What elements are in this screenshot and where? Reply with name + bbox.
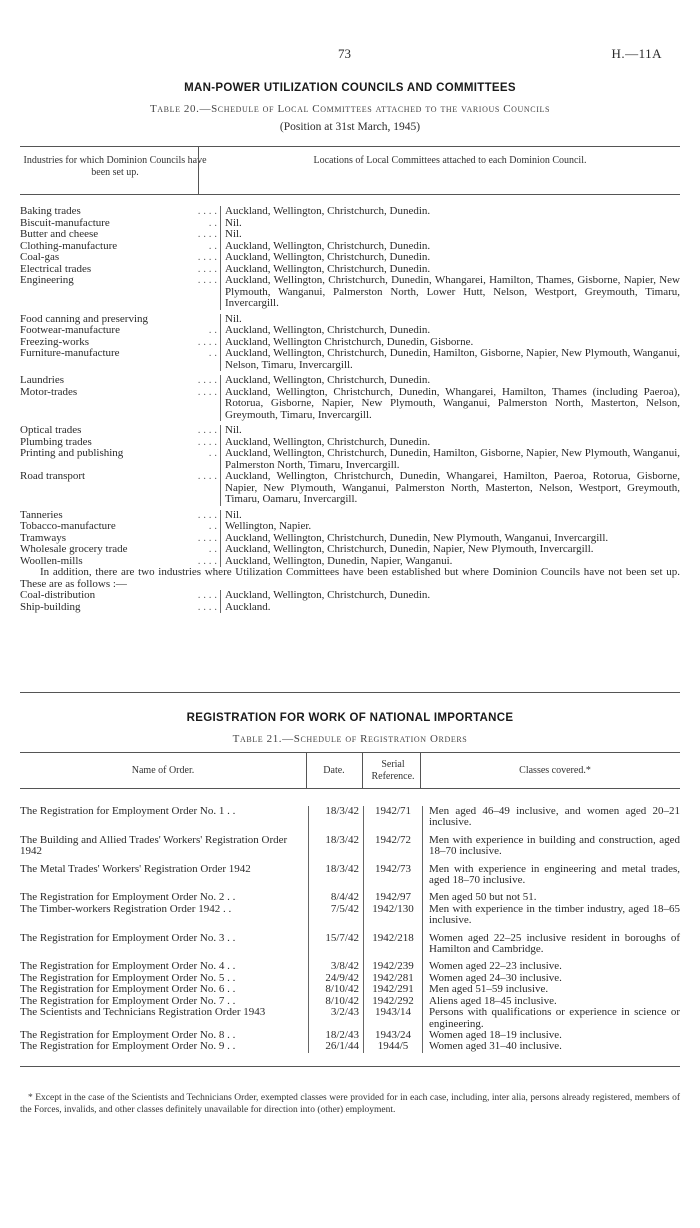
leader-dots: . . . . — [197, 336, 217, 348]
leader-dots: . . . . — [197, 509, 217, 521]
leader-dots: . . . . — [197, 252, 217, 263]
leader-dots: . . . . — [197, 471, 217, 482]
leader-dots: . . . . — [197, 263, 217, 275]
order-date: 7/5/42 — [308, 904, 364, 927]
leader-dots: . . — [208, 240, 217, 252]
locations-cell: Nil. — [220, 229, 680, 241]
order-classes: Women aged 18–19 inclusive. — [429, 1028, 562, 1041]
order-name: The Registration for Employment Order No. 6 . . — [20, 983, 236, 996]
leader-dots: . . . . — [197, 590, 217, 601]
leader-dots: . . . . — [197, 436, 217, 448]
document-reference: H.—11A — [611, 46, 662, 61]
industry-name: Laundries — [20, 375, 64, 386]
order-name: The Timber-workers Registration Order 1942 . . — [20, 902, 232, 915]
leader-dots: . . . . — [197, 375, 217, 386]
industry-cell — [20, 425, 220, 437]
order-date: 18/3/42 — [308, 806, 364, 829]
order-classes: Men with experience in engineering and metal trades, aged 18–70 inclusive. — [429, 862, 680, 887]
table-row — [20, 984, 680, 995]
industry-name: Woollen-mills — [20, 555, 83, 567]
industry-cell — [20, 602, 220, 614]
order-classes: Persons with qualifications or experience in science or engineering. — [429, 1006, 680, 1030]
industry-cell — [20, 544, 220, 556]
table20-header-divider — [198, 146, 199, 194]
table21-header-divider-2 — [362, 752, 363, 788]
table-row — [20, 471, 680, 506]
order-classes: Aliens aged 18–45 inclusive. — [429, 994, 557, 1007]
leader-dots: . . — [208, 448, 217, 459]
industry-cell — [20, 325, 220, 337]
table20-bottom-rule — [20, 692, 680, 693]
table-row — [20, 864, 680, 887]
table-row — [20, 1007, 680, 1030]
locations-cell: Nil. — [220, 425, 680, 437]
locations-cell: Nil. — [220, 314, 680, 326]
table-row — [20, 348, 680, 371]
order-serial: 1942/71 — [364, 806, 423, 829]
order-classes: Men aged 46–49 inclusive, and women aged 20–21 inclusive. — [429, 805, 680, 829]
order-date: 15/7/42 — [308, 933, 364, 956]
leader-dots: . . — [208, 544, 217, 555]
leader-dots: . . — [208, 348, 217, 359]
industry-name: Furniture-manufacture — [20, 348, 120, 359]
locations-cell: Auckland, Wellington, Christchurch, Dunedin, Whangarei, Hamilton, Thames, Gisborne, Napier, New Plymouth, Wanganui, Palmerston North, Lower Hutt, Nelson, Westport, Greymouth, Timaru, Invercargill. — [220, 275, 680, 310]
addition-note: In addition, there are two industries where Utilization Committees have been established but where Dominion Councils have not been set up. These are as follows :— — [20, 566, 680, 590]
order-classes: Women aged 22–23 inclusive. — [429, 960, 562, 973]
leader-dots: . . . . — [197, 425, 217, 436]
industry-cell — [20, 206, 220, 218]
table21-header-serial: Serial Reference. — [371, 759, 415, 782]
order-name: The Metal Trades' Workers' Registration Order 1942 — [20, 862, 251, 875]
industry-name: Clothing-manufacture — [20, 240, 118, 252]
locations-cell: Auckland, Wellington, Christchurch, Dunedin. — [220, 375, 680, 387]
industry-name: Food canning and preserving — [20, 313, 148, 325]
industry-cell — [20, 533, 220, 545]
locations-cell: Auckland, Wellington, Christchurch, Dunedin. — [220, 264, 680, 276]
order-date: 8/10/42 — [308, 984, 364, 995]
industry-cell — [20, 275, 220, 310]
order-classes: Men with experience in building and construction, aged 18–70 inclusive. — [429, 833, 680, 858]
order-date: 3/8/42 — [308, 961, 364, 972]
table-row — [20, 835, 680, 858]
industry-name: Ship-building — [20, 601, 81, 613]
order-serial: 1942/292 — [364, 996, 423, 1007]
locations-cell: Auckland, Wellington, Dunedin, Napier, Wanganui. — [220, 556, 680, 568]
table-row — [20, 510, 680, 522]
locations-cell: Auckland, Wellington, Christchurch, Dunedin, Napier, New Plymouth, Invercargill. — [220, 544, 680, 556]
order-serial: 1943/14 — [364, 1007, 423, 1030]
table-row — [20, 387, 680, 422]
locations-cell: Auckland, Wellington, Christchurch, Dunedin. — [220, 252, 680, 264]
leader-dots: . . . . — [197, 555, 217, 567]
table20-subcaption: (Position at 31st March, 1945) — [279, 121, 421, 133]
order-name: The Registration for Employment Order No. 7 . . — [20, 994, 236, 1007]
order-name: The Registration for Employment Order No. 4 . . — [20, 960, 236, 973]
table-row — [20, 206, 680, 218]
table21-header-divider-1 — [306, 752, 307, 788]
industry-cell — [20, 437, 220, 449]
order-serial: 1944/5 — [364, 1041, 423, 1052]
locations-cell: Wellington, Napier. — [220, 521, 680, 533]
industry-name: Tramways — [20, 532, 67, 544]
table-row — [20, 252, 680, 264]
leader-dots: . . — [208, 521, 217, 532]
locations-cell: Auckland, Wellington, Christchurch, Dunedin. — [220, 325, 680, 337]
industry-cell — [20, 337, 220, 349]
order-serial: 1942/97 — [364, 892, 423, 903]
order-date: 26/1/44 — [308, 1041, 364, 1052]
section1-title: MAN-POWER UTILIZATION COUNCILS AND COMMITTEES — [184, 82, 516, 94]
order-name: The Registration for Employment Order No. 2 . . — [20, 891, 236, 904]
industry-name: Tanneries — [20, 509, 63, 521]
table20 — [20, 206, 680, 613]
industry-name: Optical trades — [20, 425, 82, 436]
order-serial: 1942/291 — [364, 984, 423, 995]
table-row — [20, 375, 680, 387]
order-name: The Registration for Employment Order No. 3 . . — [20, 931, 236, 944]
table21-caption: Table 21.—Schedule of Registration Orders — [232, 733, 468, 745]
section2-title: REGISTRATION FOR WORK OF NATIONAL IMPORTANCE — [186, 712, 514, 724]
table20-caption: Table 20.—Schedule of Local Committees attached to the various Councils — [149, 103, 551, 115]
industry-cell — [20, 387, 220, 422]
locations-cell: Auckland, Wellington, Christchurch, Dunedin, Whangarei, Hamilton, Thames (including Paeroa), Rotorua, Gisborne, Napier, New Plymouth, Wanganui, Palmerston North, Masterton, Nelson, Greymouth, Timaru, Invercargill. — [220, 387, 680, 422]
leader-dots: . . — [208, 217, 217, 229]
industry-cell — [20, 375, 220, 387]
table-row — [20, 904, 680, 927]
order-classes: Men aged 50 but not 51. — [429, 891, 537, 904]
order-date: 18/2/43 — [308, 1030, 364, 1041]
table21-header-classes: Classes covered.* — [519, 765, 591, 776]
locations-cell: Auckland, Wellington, Christchurch, Dunedin, Whangarei, Hamilton, Paeroa, Rotorua, Gisborne, Napier, New Plymouth, Wanganui, Palmerston North, Masterton, Nelson, Westport, Greymouth, Timaru, Oamaru, Invercargill. — [220, 471, 680, 506]
order-serial: 1942/218 — [364, 933, 423, 956]
leader-dots: . . — [208, 325, 217, 336]
industry-name: Footwear-manufacture — [20, 325, 120, 336]
order-name: The Registration for Employment Order No. 9 . . — [20, 1040, 236, 1053]
table21-header-divider-3 — [420, 752, 421, 788]
industry-name: Wholesale grocery trade — [20, 544, 128, 555]
order-name: The Registration for Employment Order No. 8 . . — [20, 1028, 236, 1041]
table21-header-rule — [20, 788, 680, 789]
table21-header-date: Date. — [323, 765, 345, 776]
locations-cell: Auckland. — [220, 602, 680, 614]
table21-header-name: Name of Order. — [131, 765, 195, 776]
industry-name: Biscuit-manufacture — [20, 217, 110, 229]
locations-cell: Auckland, Wellington, Christchurch, Dunedin, Hamilton, Gisborne, Napier, New Plymouth, Wanganui, Nelson, Timaru, Invercargill. — [220, 348, 680, 371]
leader-dots: . . . . — [197, 601, 217, 613]
table-row — [20, 590, 680, 602]
locations-cell: Nil. — [220, 510, 680, 522]
table-row — [20, 544, 680, 556]
industry-cell — [20, 448, 220, 471]
table21-top-rule — [20, 752, 680, 753]
order-name: The Registration for Employment Order No. 5 . . — [20, 971, 236, 984]
order-date: 18/3/42 — [308, 835, 364, 858]
table20-col1-header: Industries for which Dominion Councils have been set up. — [23, 155, 207, 178]
leader-dots: . . . . — [197, 532, 217, 544]
footnote: * Except in the case of the Scientists and Technicians Order, exempted classes were provided for in each case, including, inter alia, persons already registered, members of the Forces, invalids, and other classes definitely unavailable for direction into (other) employment. — [20, 1093, 680, 1115]
industry-name: Motor-trades — [20, 386, 78, 398]
locations-cell: Auckland, Wellington, Christchurch, Dunedin. — [220, 590, 680, 602]
order-date: 8/10/42 — [308, 996, 364, 1007]
industry-name: Coal-distribution — [20, 590, 96, 601]
locations-cell: Auckland, Wellington Christchurch, Dunedin, Gisborne. — [220, 337, 680, 349]
order-name: The Building and Allied Trades' Workers' Registration Order 1942 — [20, 833, 288, 858]
locations-cell: Auckland, Wellington, Christchurch, Dunedin. — [220, 437, 680, 449]
leader-dots: . . . . — [197, 206, 217, 217]
order-classes: Women aged 31–40 inclusive. — [429, 1040, 562, 1053]
order-classes: Women aged 24–30 inclusive. — [429, 971, 562, 984]
order-serial: 1943/24 — [364, 1030, 423, 1041]
industry-name: Tobacco-manufacture — [20, 521, 116, 532]
order-serial: 1942/73 — [364, 864, 423, 887]
table-row — [20, 448, 680, 471]
page-number: 73 — [338, 46, 351, 61]
table-row — [20, 1041, 680, 1052]
table-row — [20, 218, 680, 230]
table20-top-rule — [20, 146, 680, 147]
industry-cell — [20, 252, 220, 264]
industry-cell — [20, 348, 220, 371]
industry-cell — [20, 314, 220, 326]
industry-name: Electrical trades — [20, 263, 92, 275]
table21-bottom-rule — [20, 1066, 680, 1067]
table-row — [20, 229, 680, 241]
industry-name: Road transport — [20, 471, 86, 482]
industry-cell — [20, 510, 220, 522]
table21 — [20, 806, 680, 1053]
industry-cell — [20, 471, 220, 506]
table-row — [20, 806, 680, 829]
order-serial: 1942/239 — [364, 961, 423, 972]
leader-dots: . . . . — [197, 275, 217, 286]
table-row — [20, 325, 680, 337]
industry-name: Plumbing trades — [20, 436, 92, 448]
order-date: 18/3/42 — [308, 864, 364, 887]
leader-dots: . . . . — [197, 386, 217, 398]
table-row — [20, 275, 680, 310]
industry-cell — [20, 521, 220, 533]
order-date: 24/9/42 — [308, 973, 364, 984]
locations-cell: Auckland, Wellington, Christchurch, Dunedin, New Plymouth, Wanganui, Invercargill. — [220, 533, 680, 545]
table-row — [20, 602, 680, 614]
leader-dots: . . . . — [197, 229, 217, 240]
order-date: 3/2/43 — [308, 1007, 364, 1030]
industry-cell — [20, 590, 220, 602]
order-name: The Scientists and Technicians Registration Order 1943 — [20, 1006, 266, 1019]
order-date: 8/4/42 — [308, 892, 364, 903]
industry-cell — [20, 264, 220, 276]
order-classes: Women aged 22–25 inclusive resident in boroughs of Hamilton and Cambridge. — [429, 931, 680, 956]
industry-name: Butter and cheese — [20, 229, 99, 240]
table-row — [20, 933, 680, 956]
locations-cell: Auckland, Wellington, Christchurch, Dunedin. — [220, 241, 680, 253]
industry-name: Printing and publishing — [20, 448, 124, 459]
table20-col2-header: Locations of Local Committees attached to each Dominion Council. — [313, 155, 587, 166]
industry-name: Engineering — [20, 275, 74, 286]
locations-cell: Auckland, Wellington, Christchurch, Dunedin. — [220, 206, 680, 218]
industry-cell — [20, 218, 220, 230]
table-row — [20, 521, 680, 533]
table-row — [20, 425, 680, 437]
industry-name: Freezing-works — [20, 336, 90, 348]
order-name: The Registration for Employment Order No. 1 . . — [20, 805, 236, 817]
locations-cell: Nil. — [220, 218, 680, 230]
industry-cell — [20, 229, 220, 241]
table20-header-rule — [20, 194, 680, 195]
order-classes: Men with experience in the timber industry, aged 18–65 inclusive. — [429, 902, 680, 927]
order-classes: Men aged 51–59 inclusive. — [429, 983, 549, 996]
order-serial: 1942/130 — [364, 904, 423, 927]
leader-dots — [148, 314, 220, 326]
industry-name: Coal-gas — [20, 252, 60, 263]
locations-cell: Auckland, Wellington, Christchurch, Dunedin, Hamilton, Gisborne, Napier, New Plymouth, Wanganui, Palmerston North, Timaru, Invercargill. — [220, 448, 680, 471]
industry-name: Baking trades — [20, 206, 81, 217]
order-serial: 1942/72 — [364, 835, 423, 858]
order-serial: 1942/281 — [364, 973, 423, 984]
industry-cell — [20, 241, 220, 253]
